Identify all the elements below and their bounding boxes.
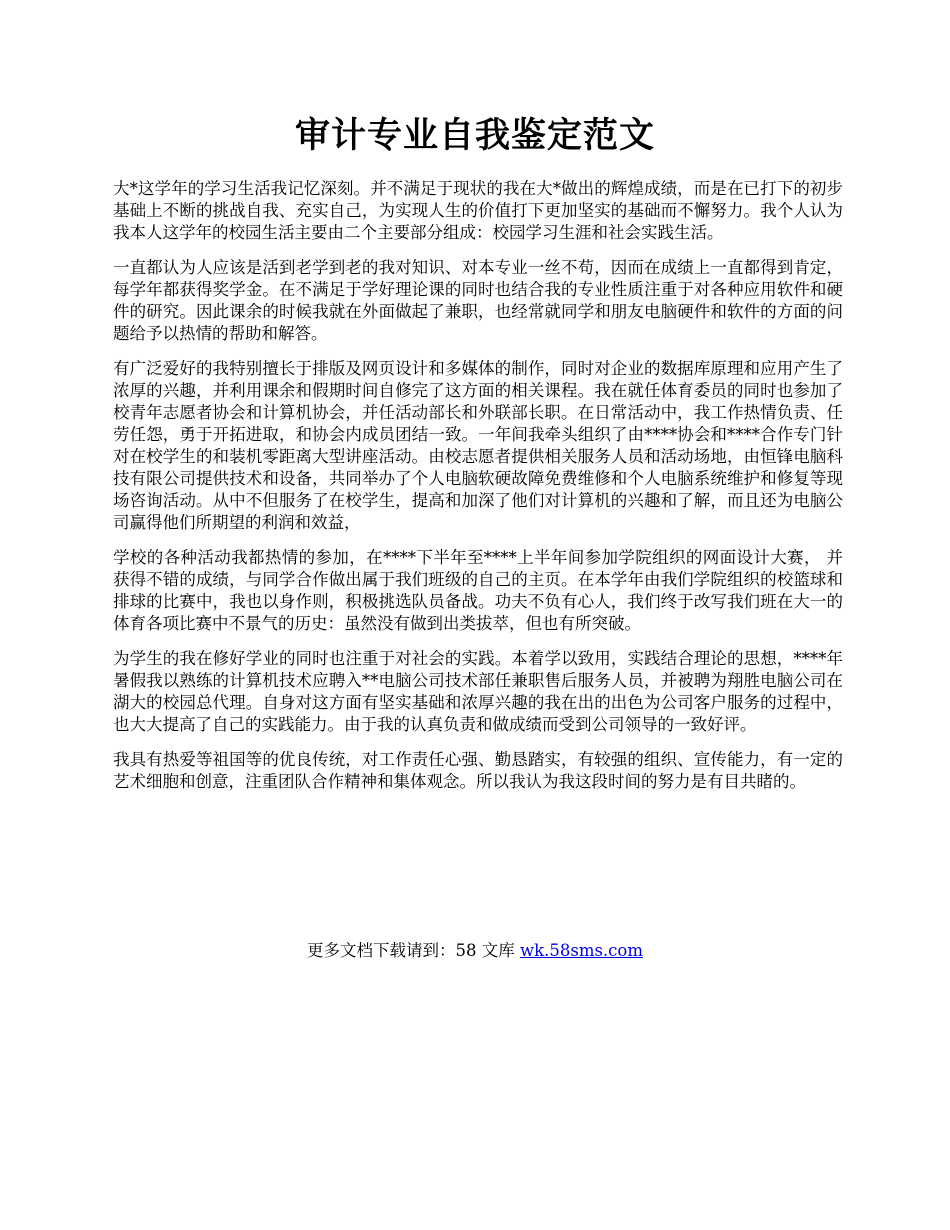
paragraph-2: 一直都认为人应该是活到老学到老的我对知识、对本专业一丝不苟，因而在成绩上一直都得到肯定，每学年都获得奖学金。在不满足于学好理论课的同时也结合我的专业性质注重于对各种应用软件和硬件的研究。因此课余的时候我就在外面做起了兼职，也经常就同学和朋友电脑硬件和软件的方面的问题给予以热情的帮助和解答。 — [113, 258, 843, 343]
paragraph-4: 学校的各种活动我都热情的参加，在****下半年至****上半年间参加学院组织的网面设计大赛， 并获得不错的成绩，与同学合作做出属于我们班级的自己的主页。在本学年由我们学院组织的校篮球和排球的比赛中，我也以身作则，积极挑选队员备战。功夫不负有心人，我们终于改写我们班在大一的体育各项比赛中不景气的历史：虽然没有做到出类拔萃，但也有所突破。 — [113, 548, 843, 633]
footer-text: 更多文档下载请到：58 文库 — [306, 941, 520, 960]
page-title: 审计专业自我鉴定范文 — [294, 115, 655, 156]
paragraph-1: 大*这学年的学习生活我记忆深刻。并不满足于现状的我在大*做出的辉煌成绩，而是在已打下的初步基础上不断的挑战自我、充实自己，为实现人生的价值打下更加坚实的基础而不懈努力。我个人认为我本人这学年的校园生活主要由二个主要部分组成：校园学习生涯和社会实践生活。 — [113, 179, 843, 242]
download-footer — [0, 940, 950, 962]
paragraph-6: 我具有热爱等祖国等的优良传统，对工作责任心强、勤恳踏实，有较强的组织、宣传能力，有一定的艺术细胞和创意，注重团队合作精神和集体观念。所以我认为我这段时间的努力是有目共睹的。 — [113, 750, 843, 791]
paragraph-3: 有广泛爱好的我特别擅长于排版及网页设计和多媒体的制作，同时对企业的数据库原理和应用产生了浓厚的兴趣，并利用课余和假期时间自修完了这方面的相关课程。我在就任体育委员的同时也参加了校青年志愿者协会和计算机协会，并任活动部长和外联部长职。在日常活动中，我工作热情负责、任劳任怨，勇于开拓进取，和协会内成员团结一致。一年间我牵头组织了由****协会和****合作专门针对在校学生的和装机零距离大型讲座活动。由校志愿者提供相关服务人员和活动场地，由恒锋电脑科技有限公司提供技术和设备，共同举办了个人电脑软硬故障免费维修和个人电脑系统维护和修复等现场咨询活动。从中不但服务了在校学生，提高和加深了他们对计算机的兴趣和了解，而且还为电脑公司赢得他们所期望的利润和效益， — [113, 359, 843, 532]
footer-link[interactable]: wk.58sms.com — [519, 941, 643, 960]
paragraph-5: 为学生的我在修好学业的同时也注重于对社会的实践。本着学以致用，实践结合理论的思想，****年暑假我以熟练的计算机技术应聘入**电脑公司技术部任兼职售后服务人员，并被聘为翔胜电脑公司在湖大的校园总代理。自身对这方面有坚实基础和浓厚兴趣的我在出的出色为公司客户服务的过程中，也大大提高了自己的实践能力。由于我的认真负责和做成绩而受到公司领导的一致好评。 — [113, 649, 843, 734]
document-body — [113, 178, 843, 806]
